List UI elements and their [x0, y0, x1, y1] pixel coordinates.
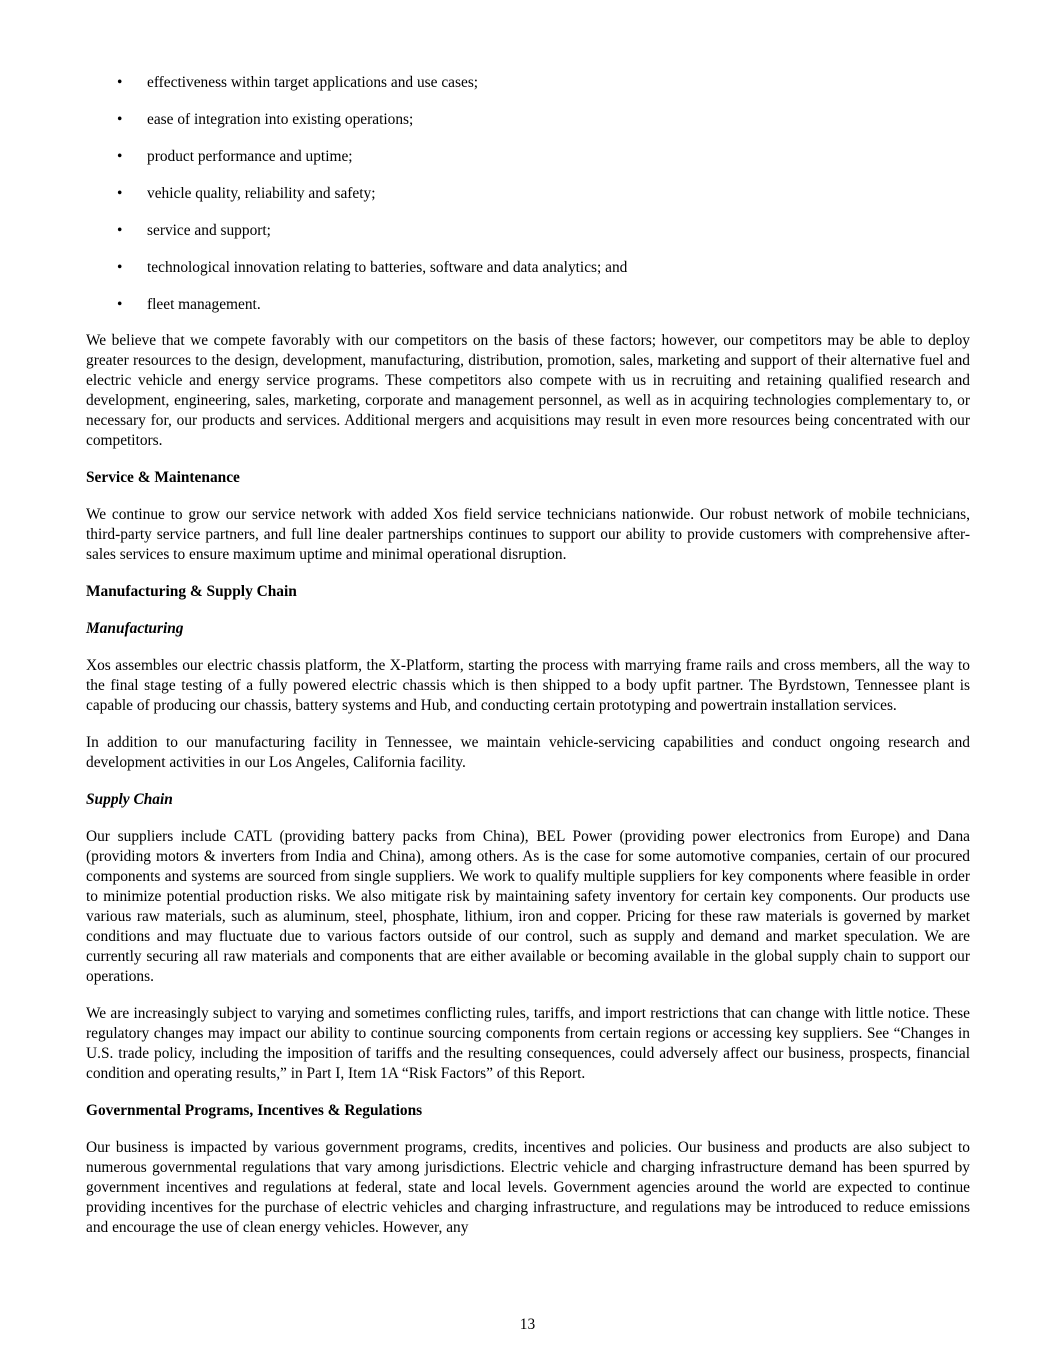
bullet-marker: • — [117, 259, 123, 276]
government-programs-heading: Governmental Programs, Incentives & Regulations — [86, 1102, 423, 1119]
list-item-text: technological innovation relating to batteries, software and data analytics; and — [147, 259, 628, 276]
bullet-marker: • — [117, 185, 123, 202]
bullet-marker: • — [117, 222, 123, 239]
manufacturing-paragraph-2: In addition to our manufacturing facility in Tennessee, we maintain vehicle-servicing capabilities and conduct ongoing research and development activities in our Los Angeles, California facility. — [86, 734, 970, 771]
manufacturing-supply-chain-heading: Manufacturing & Supply Chain — [86, 583, 297, 600]
bullet-marker: • — [117, 74, 123, 91]
manufacturing-subheading: Manufacturing — [86, 620, 184, 637]
competition-paragraph: We believe that we compete favorably with our competitors on the basis of these factors; however, our competitors may be able to deploy greater resources to the design, development, manufacturing, distribution, promotion, sales, marketing and support of their alternative fuel and electric vehicle and energy service programs. These competitors also compete with us in recruiting and retaining qualified research and development, engineering, sales, marketing, corporate and management personnel, as well as in acquiring technologies complementary to, or necessary for, our products and services. Additional mergers and acquisitions may result in even more resources being concentrated with our competitors. — [86, 332, 970, 449]
list-item-text: product performance and uptime; — [147, 148, 353, 165]
page-number: 13 — [519, 1316, 536, 1333]
list-item-text: effectiveness within target applications and use cases; — [147, 74, 479, 91]
list-item — [86, 110, 970, 130]
bullet-marker: • — [117, 111, 123, 128]
service-maintenance-heading: Service & Maintenance — [86, 469, 240, 486]
list-item — [86, 184, 970, 204]
service-maintenance-paragraph: We continue to grow our service network with added Xos field service technicians nationwide. Our robust network of mobile technicians, third-party service partners, and full line dealer partnerships continues to support our ability to provide customers with comprehensive after-sales services to ensure maximum uptime and minimal operational disruption. — [86, 506, 970, 563]
supply-chain-paragraph-1: Our suppliers include CATL (providing battery packs from China), BEL Power (providing power electronics from Europe) and Dana (providing motors & inverters from India and China), among others. As is the case for some automotive companies, certain of our procured components and systems are sourced from single suppliers. We work to qualify multiple suppliers for key components where feasible in order to minimize potential production risks. We also mitigate risk by maintaining safety inventory for certain key components. Our products use various raw materials, such as aluminum, steel, phosphate, lithium, iron and copper. Pricing for these raw materials is governed by market conditions and may fluctuate due to various factors outside of our control, such as supply and demand and market speculation. We are currently securing all raw materials and components that are either available or becoming available in the global supply chain to support our operations. — [86, 828, 970, 985]
competitive-factors-list — [86, 73, 970, 315]
list-item — [86, 147, 970, 167]
list-item-text: service and support; — [147, 222, 271, 239]
page-content — [86, 73, 970, 1255]
supply-chain-subheading: Supply Chain — [86, 791, 173, 808]
list-item — [86, 258, 970, 278]
list-item-text: ease of integration into existing operations; — [147, 111, 414, 128]
supply-chain-paragraph-2: We are increasingly subject to varying and sometimes conflicting rules, tariffs, and import restrictions that can change with little notice. These regulatory changes may impact our ability to continue sourcing components from certain regions or accessing key suppliers. See “Changes in U.S. trade policy, including the imposition of tariffs and the resulting consequences, could adversely affect our business, prospects, financial condition and operating results,” in Part I, Item 1A “Risk Factors” of this Report. — [86, 1005, 970, 1082]
bullet-marker: • — [117, 148, 123, 165]
list-item-text: vehicle quality, reliability and safety; — [147, 185, 376, 202]
list-item — [86, 73, 970, 93]
government-programs-paragraph: Our business is impacted by various government programs, credits, incentives and policies. Our business and products are also subject to numerous governmental regulations that vary among jurisdictions. Electric vehicle and charging infrastructure demand has been spurred by government incentives and regulations at federal, state and local levels. Government agencies around the world are expected to continue providing incentives for the purchase of electric vehicles and charging infrastructure, and regulations may be introduced to reduce emissions and encourage the use of clean energy vehicles. However, any — [86, 1139, 970, 1236]
list-item — [86, 221, 970, 241]
list-item-text: fleet management. — [147, 296, 261, 313]
bullet-marker: • — [117, 296, 123, 313]
manufacturing-paragraph-1: Xos assembles our electric chassis platform, the X-Platform, starting the process with marrying frame rails and cross members, all the way to the final stage testing of a fully powered electric chassis which is then shipped to a body upfit partner. The Byrdstown, Tennessee plant is capable of producing our chassis, battery systems and Hub, and conducting certain prototyping and powertrain installation services. — [86, 657, 970, 714]
list-item — [86, 295, 970, 315]
